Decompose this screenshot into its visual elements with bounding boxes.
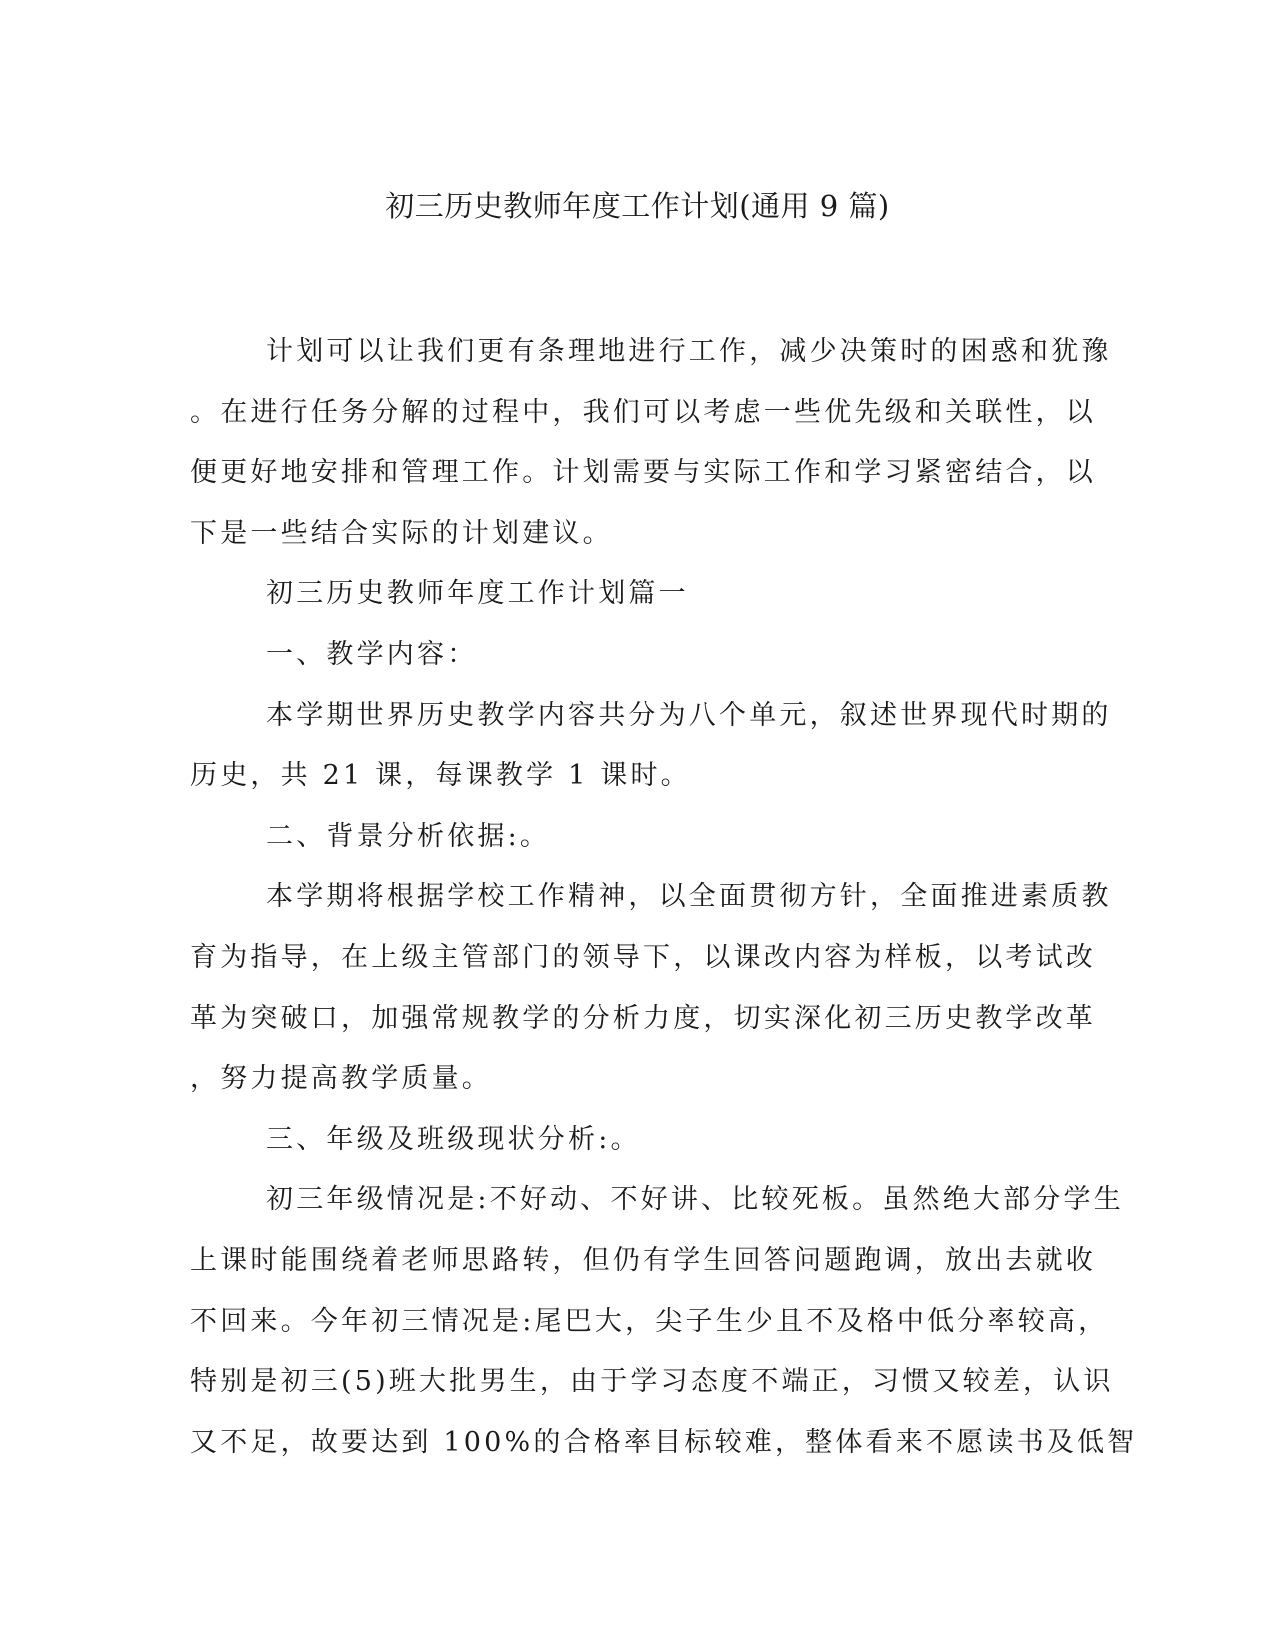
paragraph-line: 历史，共 21 课，每课教学 1 课时。: [190, 760, 691, 792]
paragraph-line: 又不足，故要达到 100%的合格率目标较难，整体看来不愿读书及低智: [190, 1426, 1138, 1458]
section-heading: 初三历史教师年度工作计划篇一: [266, 578, 689, 610]
paragraph-line: 不回来。今年初三情况是:尾巴大，尖子生少且不及格中低分率较高，: [190, 1305, 1109, 1337]
document-body: [190, 322, 1138, 1473]
paragraph-line: 本学期世界历史教学内容共分为八个单元，叙述世界现代时期的: [266, 699, 1112, 731]
paragraph-line: 育为指导，在上级主管部门的领导下，以课改内容为样板，以考试改: [190, 941, 1096, 973]
paragraph-line: ，努力提高教学质量。: [190, 1063, 492, 1095]
paragraph-line: 上课时能围绕着老师思路转，但仍有学生回答问题跑调，放出去就收: [190, 1244, 1096, 1276]
paragraph-line: 革为突破口，加强常规教学的分析力度，切实深化初三历史教学改革: [190, 1002, 1096, 1034]
document-title: 初三历史教师年度工作计划(通用 9 篇): [385, 189, 890, 223]
paragraph-line: 本学期将根据学校工作精神，以全面贯彻方针，全面推进素质教: [266, 881, 1112, 913]
paragraph-line: 便更好地安排和管理工作。计划需要与实际工作和学习紧密结合，以: [190, 457, 1096, 489]
paragraph-line: 初三年级情况是:不好动、不好讲、比较死板。虽然绝大部分学生: [266, 1184, 1124, 1216]
section-heading: 一、教学内容：: [266, 638, 478, 670]
paragraph-line: 。在进行任务分解的过程中，我们可以考虑一些优先级和关联性，以: [190, 396, 1096, 428]
paragraph-line: 计划可以让我们更有条理地进行工作，减少决策时的困惑和犹豫: [266, 336, 1112, 367]
section-heading: 二、背景分析依据:。: [266, 820, 551, 852]
paragraph-line: 下是一些结合实际的计划建议。: [190, 517, 613, 549]
paragraph-line: 特别是初三(5)班大批男生，由于学习态度不端正，习惯又较差，认识: [190, 1366, 1114, 1398]
section-heading: 三、年级及班级现状分析:。: [266, 1123, 641, 1155]
